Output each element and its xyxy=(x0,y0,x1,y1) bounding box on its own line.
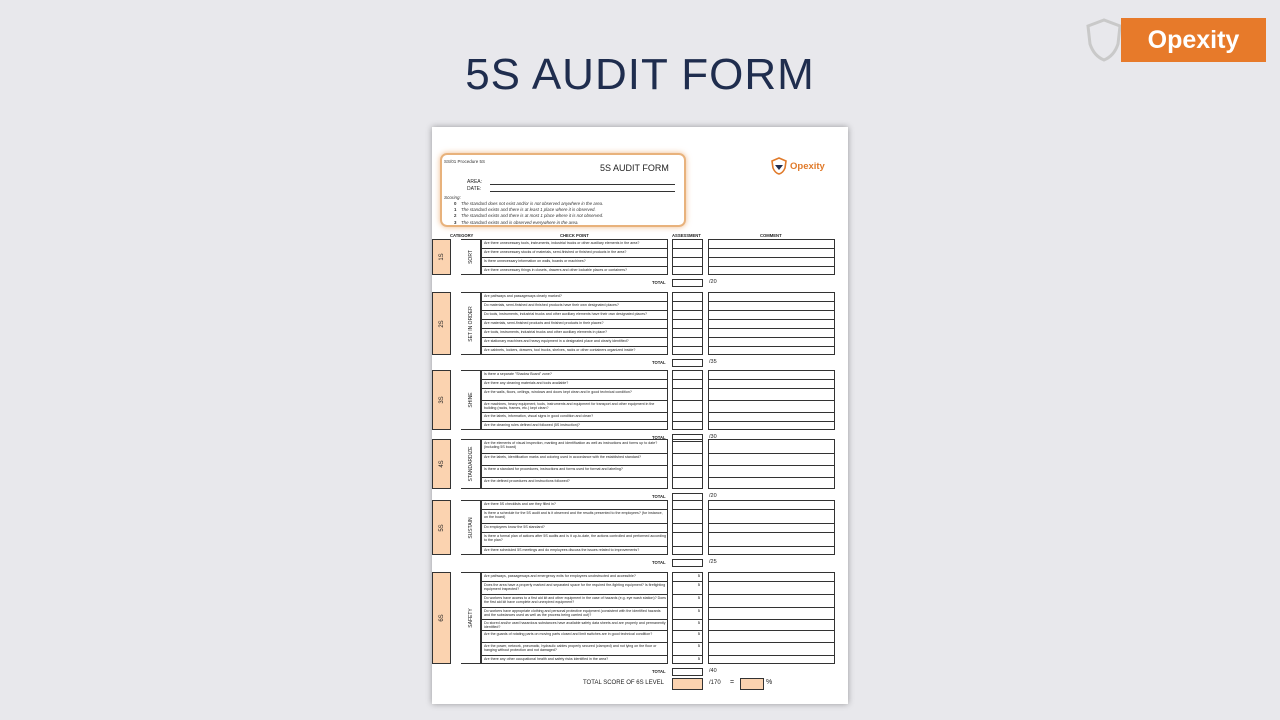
assessment-cell[interactable] xyxy=(673,249,702,258)
final-score-label: TOTAL SCORE OF 6S LEVEL xyxy=(583,680,664,686)
check-point: Are there any other occupational health and safety risks identified in the area? xyxy=(484,657,609,661)
comment-cell[interactable] xyxy=(709,547,834,556)
check-point: Are there unnecessary tools, instruments, industrial trucks or other auxiliary elements in the area? xyxy=(482,240,667,249)
assessment-cell[interactable]: 5 xyxy=(673,595,702,608)
brand-name: Opexity xyxy=(1121,18,1266,62)
check-point: Are there unnecessary things in closets, drawers and other lockable places or containers? xyxy=(484,268,628,272)
check-point: Is there unnecessary information on walls, boards or machines? xyxy=(482,258,667,267)
check-point: Are materials, semi-finished products and finished products in their places? xyxy=(482,320,667,329)
scoring-item: 3 The standard exists and is observed everywhere in the area. xyxy=(454,219,579,225)
assessment-cell[interactable] xyxy=(673,413,702,422)
category-code: 5S xyxy=(432,500,451,555)
final-score-max: /170 xyxy=(709,680,721,686)
slide-title: 5S AUDIT FORM xyxy=(465,50,815,99)
check-point: Are there unnecessary stocks of materials, semi-finished or finished products in the area? xyxy=(482,249,667,258)
check-point: Are the cleaning rules defined and followed (5S instruction)? xyxy=(484,423,580,427)
comment-cell[interactable] xyxy=(709,533,834,547)
total-label: TOTAL xyxy=(652,280,666,285)
comment-cell[interactable] xyxy=(709,389,834,401)
assessment-cell[interactable] xyxy=(673,293,702,302)
check-point: Do employees know the 5S standard? xyxy=(482,524,667,533)
check-point: Does the area have a properly marked and separated space for the required fire-fighting equipment? Is firefighting equipment inspected? xyxy=(482,582,667,595)
area-field[interactable] xyxy=(490,184,675,185)
assessment-cell[interactable] xyxy=(673,240,702,249)
form-logo-text: Opexity xyxy=(790,161,825,172)
comment-cell[interactable] xyxy=(709,267,834,276)
check-point: Is there a standard for procedures, instructions and forms used for format and labeling? xyxy=(482,466,667,478)
assessment-cell[interactable] xyxy=(673,302,702,311)
assessment-cell[interactable] xyxy=(673,320,702,329)
assessment-cell[interactable] xyxy=(673,267,702,276)
total-label: TOTAL xyxy=(652,435,666,440)
check-point: Are stationary machines and heavy equipment in a designated place and clearly identified? xyxy=(482,338,667,347)
assessment-cell[interactable] xyxy=(673,440,702,454)
check-point: Are the guards of rotating parts on moving parts closed and limit switches are in good technical condition? xyxy=(482,631,667,643)
assessment-column xyxy=(672,292,703,355)
scoring-item: 2 The standard exists and there is at most 1 place where it is not observed. xyxy=(454,213,604,219)
final-score-field[interactable] xyxy=(672,678,703,690)
comment-column xyxy=(708,370,835,430)
assessment-cell[interactable] xyxy=(673,533,702,547)
check-point-list xyxy=(481,500,668,555)
date-label: DATE: xyxy=(467,186,482,192)
scoring-label: Scoring: xyxy=(444,195,461,200)
comment-cell[interactable] xyxy=(709,631,834,643)
check-point-list xyxy=(481,370,668,430)
assessment-cell[interactable] xyxy=(673,422,702,431)
scoring-item: 0 The standard does not exist and/or is not observed anywhere in the area. xyxy=(454,201,604,206)
check-point: Do stored and/or used hazardous substances have available safety data sheets and are properly and permanently identified? xyxy=(484,621,666,630)
check-point: Are the defined procedures and instructions followed? xyxy=(484,479,570,483)
check-point: Do workers have access to a first aid kit and other equipment in the case of hazards (e.g. eye wash station)? Does the first aid kit have complete and unexpired equipment? xyxy=(482,595,667,608)
assessment-column xyxy=(672,572,703,664)
comment-cell[interactable] xyxy=(709,329,834,338)
comment-cell[interactable] xyxy=(709,371,834,380)
comment-column xyxy=(708,439,835,489)
audit-form-page xyxy=(432,127,848,704)
comment-cell[interactable] xyxy=(709,258,834,267)
form-title: 5S AUDIT FORM xyxy=(600,163,669,173)
final-percent-field[interactable] xyxy=(740,678,764,690)
assessment-cell[interactable]: 5 xyxy=(673,643,702,656)
check-point: Are there scheduled 5S meetings and do employees discuss the issues related to improvements? xyxy=(484,548,640,552)
assessment-cell[interactable] xyxy=(673,401,702,413)
assessment-column xyxy=(672,439,703,489)
comment-cell[interactable] xyxy=(709,338,834,347)
comment-cell[interactable] xyxy=(709,413,834,422)
total-label: TOTAL xyxy=(652,669,666,674)
check-point-list xyxy=(481,572,668,664)
total-max: /25 xyxy=(709,559,717,565)
category-name: SHINE xyxy=(461,370,481,430)
check-point: Do tools, instruments, industrial trucks and other auxiliary elements have their own designated places? xyxy=(482,311,667,320)
assessment-cell[interactable] xyxy=(673,454,702,466)
comment-cell[interactable] xyxy=(709,478,834,490)
comment-cell[interactable] xyxy=(709,347,834,356)
check-point: Is there a schedule for the 5S audit and is it observed and the results presented to the employees? (for instance, on the board) xyxy=(482,510,667,524)
comment-column xyxy=(708,239,835,275)
check-point: Are the labels, information, visual signs in good condition and clean? xyxy=(482,413,667,422)
category-name: SAFETY xyxy=(461,572,481,664)
date-field[interactable] xyxy=(490,191,675,192)
check-point: Are there 5S checklists and are they filled in? xyxy=(482,501,667,510)
total-max: /35 xyxy=(709,359,717,365)
column-comment: COMMENT xyxy=(760,233,782,238)
comment-cell[interactable] xyxy=(709,454,834,466)
comment-cell[interactable] xyxy=(709,608,834,620)
check-point: Are the walls, floors, ceilings, windows and doors kept clean and in good technical condition? xyxy=(482,389,667,401)
check-point-list xyxy=(481,239,668,275)
comment-column xyxy=(708,572,835,664)
comment-cell[interactable] xyxy=(709,401,834,413)
total-label: TOTAL xyxy=(652,360,666,365)
shield-icon xyxy=(1084,18,1124,62)
form-header xyxy=(440,153,686,227)
assessment-cell[interactable] xyxy=(673,347,702,356)
comment-cell[interactable] xyxy=(709,595,834,608)
category-name: STANDARDIZE xyxy=(461,439,481,489)
comment-cell[interactable] xyxy=(709,440,834,454)
total-max: /20 xyxy=(709,493,717,499)
comment-column xyxy=(708,292,835,355)
comment-cell[interactable] xyxy=(709,466,834,478)
category-code: 3S xyxy=(432,370,451,430)
comment-cell[interactable] xyxy=(709,249,834,258)
total-label: TOTAL xyxy=(652,494,666,499)
assessment-cell[interactable] xyxy=(673,380,702,389)
column-assessment: ASSESSMENT xyxy=(672,233,701,238)
total-field[interactable] xyxy=(672,279,703,287)
comment-cell[interactable] xyxy=(709,320,834,329)
assessment-cell[interactable]: 5 xyxy=(673,608,702,620)
assessment-cell[interactable] xyxy=(673,547,702,556)
check-point: Are pathways, passageways and emergency exits for employees unobstructed and accessible? xyxy=(482,573,667,582)
check-point: Are cabinets, lockers, drawers, tool trucks, shelves, racks or other containers organized inside? xyxy=(484,348,636,352)
comment-cell[interactable] xyxy=(709,582,834,595)
assessment-cell[interactable] xyxy=(673,329,702,338)
assessment-cell[interactable] xyxy=(673,510,702,524)
check-point-list xyxy=(481,292,668,355)
check-point: Are the elements of visual inspection, marking and identification as well as instructions and forms up to date? (including 5S board) xyxy=(482,440,667,454)
check-point: Is there a formal plan of actions after 5S audits and is it up-to-date, the actions controlled and performed according to the plan? xyxy=(482,533,667,547)
final-percent-sign: % xyxy=(766,679,773,686)
comment-cell[interactable] xyxy=(709,311,834,320)
check-point: Is there a separate "Shadow Board" zone? xyxy=(482,371,667,380)
comment-cell[interactable] xyxy=(709,302,834,311)
brand-logo xyxy=(1084,18,1266,62)
category-code: 4S xyxy=(432,439,451,489)
scoring-list xyxy=(454,201,603,226)
total-max: /40 xyxy=(709,668,717,674)
comment-cell[interactable] xyxy=(709,510,834,524)
category-code: 2S xyxy=(432,292,451,355)
check-point: Are tools, instruments, industrial trucks and other auxiliary elements in place? xyxy=(482,329,667,338)
assessment-cell[interactable]: 5 xyxy=(673,620,702,631)
column-category: CATEGORY xyxy=(450,233,474,238)
assessment-cell[interactable] xyxy=(673,338,702,347)
category-code: 1S xyxy=(432,239,451,275)
comment-cell[interactable] xyxy=(709,573,834,582)
comment-cell[interactable] xyxy=(709,501,834,510)
category-name: SET IN ORDER xyxy=(461,292,481,355)
comment-cell[interactable] xyxy=(709,643,834,656)
assessment-cell[interactable]: 5 xyxy=(697,656,700,661)
scoring-item: 1 The standard exists and there is at least 1 place where it is observed. xyxy=(454,207,596,213)
total-field[interactable] xyxy=(672,668,703,676)
assessment-cell[interactable] xyxy=(673,478,702,490)
form-logo xyxy=(770,157,840,177)
assessment-cell[interactable] xyxy=(673,501,702,510)
area-label: AREA: xyxy=(467,179,483,185)
total-label: TOTAL xyxy=(652,560,666,565)
comment-cell[interactable] xyxy=(709,656,834,665)
check-point: Are the labels, identification marks and coloring used in accordance with the established standard? xyxy=(482,454,667,466)
check-point-list xyxy=(481,439,668,489)
assessment-cell[interactable] xyxy=(673,258,702,267)
doc-code: SS/01 Procedure 5S xyxy=(444,159,486,164)
assessment-column xyxy=(672,500,703,555)
check-point: Are there any cleaning materials and tools available? xyxy=(482,380,667,389)
assessment-cell[interactable] xyxy=(673,371,702,380)
assessment-cell[interactable]: 5 xyxy=(673,582,702,595)
check-point: Do materials, semi-finished and finished products have their own designated places? xyxy=(482,302,667,311)
assessment-cell[interactable] xyxy=(673,311,702,320)
final-equals: = xyxy=(730,679,735,686)
check-point: Are pathways and passageways clearly marked? xyxy=(482,293,667,302)
comment-cell[interactable] xyxy=(709,620,834,631)
comment-cell[interactable] xyxy=(709,422,834,431)
assessment-cell[interactable] xyxy=(673,466,702,478)
assessment-cell[interactable]: 5 xyxy=(673,631,702,643)
assessment-cell[interactable]: 5 xyxy=(673,573,702,582)
check-point: Do workers have appropriate clothing and personal protective equipment (consistent with the identified hazards and the substances used as well as the process being carried out)? xyxy=(482,608,667,620)
comment-column xyxy=(708,500,835,555)
category-name: SORT xyxy=(461,239,481,275)
check-point: Are the power, network, pneumatic, hydraulic cables properly secured (clamped) and not lying on the floor or hanging without protection and not damaged? xyxy=(482,643,667,656)
assessment-column xyxy=(672,370,703,430)
assessment-cell[interactable] xyxy=(673,524,702,533)
total-field[interactable] xyxy=(672,559,703,567)
category-code: 6S xyxy=(432,572,451,664)
assessment-column xyxy=(672,239,703,275)
category-name: SUSTAIN xyxy=(461,500,481,555)
column-check-point: CHECK POINT xyxy=(560,233,589,238)
total-field[interactable] xyxy=(672,359,703,367)
comment-cell[interactable] xyxy=(709,293,834,302)
comment-cell[interactable] xyxy=(709,380,834,389)
comment-cell[interactable] xyxy=(709,240,834,249)
assessment-cell[interactable] xyxy=(673,389,702,401)
shield-icon xyxy=(770,157,788,175)
total-max: /30 xyxy=(709,434,717,440)
total-max: /20 xyxy=(709,279,717,285)
comment-cell[interactable] xyxy=(709,524,834,533)
check-point: Are machines, heavy equipment, tools, instruments and equipment for transport and other equipment in the building (racks, frames, etc.) kept clean? xyxy=(482,401,667,413)
